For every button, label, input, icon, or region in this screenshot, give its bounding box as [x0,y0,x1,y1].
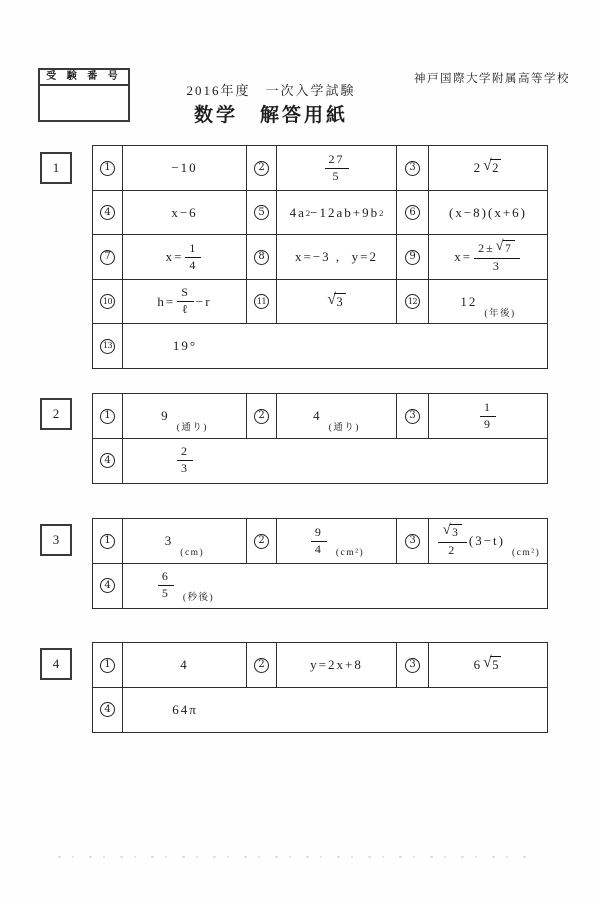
answer-cell [277,280,397,324]
math-text: h= [157,293,176,309]
math-text: ℓ [181,302,190,316]
radicand: 2 [490,159,501,176]
fraction-numerator [480,401,496,417]
math-text: 6 [473,657,483,672]
answer-row [92,687,548,733]
section-number: 1 [52,160,60,175]
circled-number-1: 1 [100,161,115,176]
math-text: −r [195,293,212,309]
fraction-denominator [181,461,189,476]
section-3-answer-table [92,518,548,609]
math-text: 19° [172,338,198,353]
answer-number-cell [93,564,123,608]
fraction-numerator [438,524,467,542]
fraction [474,240,520,273]
answer-number-cell [93,146,123,190]
math-text: x= [454,249,473,264]
answer-cell [277,643,397,687]
circled-number-8: 8 [254,250,269,265]
fraction-numerator [177,445,193,461]
examinee-number-blank-field [40,86,128,120]
math-text: 4a [289,204,306,220]
section-1-number-box [40,152,72,184]
math-text: 3 [181,461,189,475]
math-text: 2 [473,160,483,175]
answer-cell [429,235,547,279]
math-text: x−6 [171,204,198,220]
radicand: 7 [503,240,515,256]
math-text: 4 [313,408,322,423]
fraction [311,526,327,557]
answer-number-cell [93,688,123,732]
answer-number-cell [397,519,429,563]
answer-number-cell [93,324,123,368]
radical-sign: √ [327,290,336,308]
radical-sign: √ [442,522,452,539]
circled-number-13: 13 [100,339,115,354]
circled-number-3: 3 [405,534,420,549]
answer-cell [123,324,247,368]
math-text: −10 [171,160,198,175]
answer-cell [429,280,547,324]
school-name: 神戸国際大学附属高等学校 [414,73,570,85]
answer-cell [429,191,547,235]
answer-cell [123,280,247,324]
math-text: −12ab+9b [310,204,380,220]
fraction-denominator [333,169,341,184]
answer-cell [123,191,247,235]
answer-cell [429,643,547,687]
answer-cell [429,146,547,190]
circled-number-4: 4 [100,702,115,717]
math-text: 4 [314,541,323,556]
answer-cell [123,235,247,279]
unit-label: (cm²) [335,548,365,558]
circled-number-6: 6 [405,205,420,220]
answer-row [92,518,548,564]
answer-number-cell [397,191,429,235]
section-number: 4 [52,656,60,671]
answer-number-cell [247,394,277,438]
fraction-numerator [474,240,520,258]
math-text: 12 [460,293,478,309]
fraction-numerator [325,153,349,169]
math-text: 5 [332,168,341,183]
answer-number-cell [247,191,277,235]
answer-row [92,190,548,236]
radicand: 3 [450,524,462,540]
answer-number-cell [397,394,429,438]
circled-number-10: 10 [100,294,115,309]
sqrt-expression [483,656,501,673]
math-text: 3 [492,258,501,273]
math-text: 9 [484,416,492,431]
answer-cell [123,519,247,563]
answer-cell [123,394,247,438]
exam-title: 2016年度 一次入学試験 [186,83,356,98]
circled-number-2: 2 [254,534,269,549]
math-text: 27 [328,151,345,166]
math-text: 2 [448,542,457,557]
circled-number-9: 9 [405,250,420,265]
examinee-number-label: 受 験 番 号 [40,70,128,86]
fraction [480,401,496,432]
circled-number-4: 4 [100,205,115,220]
examinee-number-box [38,68,130,122]
answer-cell [429,519,547,563]
section-3-number-box [40,524,72,556]
math-text: y=2x+8 [310,657,363,672]
answer-cell [429,394,547,438]
circled-number-5: 5 [254,205,269,220]
circled-number-2: 2 [254,161,269,176]
answer-number-cell [93,280,123,324]
answer-cell [123,643,247,687]
section-2-answer-table [92,393,548,484]
fraction [325,153,349,184]
unit-label: (通り) [328,423,360,433]
circled-number-2: 2 [254,409,269,424]
fraction [177,286,194,317]
circled-number-3: 3 [405,409,420,424]
circled-number-1: 1 [100,534,115,549]
answer-cell [277,235,397,279]
math-text: S [181,285,190,300]
math-text: 9 [161,408,170,423]
answer-cell [277,146,397,190]
fraction-denominator [182,302,190,317]
section-number: 2 [52,406,60,421]
math-text: x= [165,249,184,264]
answer-number-cell [247,280,277,324]
unit-label: (通り) [176,423,208,433]
answer-number-cell [93,394,123,438]
answer-row [92,323,548,369]
math-text: 2 [181,444,189,459]
sheet-title: 数学 解答用紙 [193,105,348,126]
answer-number-cell [247,146,277,190]
math-text: 1 [189,240,198,255]
radical-sign: √ [483,157,492,175]
fraction-numerator [311,526,327,542]
answer-number-cell [397,280,429,324]
sqrt-expression [483,159,501,176]
math-text: 6 [161,569,170,584]
section-2-number-box [40,398,72,430]
section-1-answer-table [92,145,548,369]
circled-number-3: 3 [405,658,420,673]
circled-number-4: 4 [100,453,115,468]
math-text: 5 [161,586,170,600]
unit-label: (秒後) [182,592,215,603]
answer-number-cell [93,643,123,687]
math-text: (3−t) [468,533,505,548]
answer-cell [277,191,397,235]
answer-row [92,563,548,609]
answer-number-cell [397,235,429,279]
fraction-denominator [315,542,323,557]
radicand: 5 [490,656,501,673]
unit-label: (年後) [484,308,516,319]
circled-number-12: 12 [405,294,420,309]
answer-cell [123,688,247,732]
section-4-answer-table [92,642,548,733]
math-text: 4 [180,657,189,672]
circled-number-3: 3 [405,161,420,176]
radicand: 3 [334,293,345,310]
fraction [438,524,467,557]
fraction [185,242,201,273]
sqrt-expression [496,240,515,256]
answer-row [92,438,548,484]
answer-cell [123,439,247,483]
math-text: 3 [164,533,174,548]
answer-cell [277,519,397,563]
answer-number-cell [93,439,123,483]
answer-cell [123,564,247,608]
fraction-denominator [493,259,501,274]
answer-cell [277,394,397,438]
answer-row [92,145,548,191]
math-text: 64π [172,701,198,717]
unit-label: (cm²) [511,548,541,558]
fraction-denominator [448,543,456,558]
fraction-denominator [162,586,170,601]
answer-row [92,279,548,325]
superscript: 2 [305,207,311,218]
answer-row [92,642,548,688]
section-4-number-box [40,648,72,680]
title-block [121,80,421,127]
sqrt-expression [327,290,345,310]
answer-number-cell [247,519,277,563]
answer-number-cell [247,643,277,687]
math-text: 1 [484,399,492,414]
answer-row [92,234,548,280]
radical-sign: √ [483,654,492,672]
scan-noise-artifact [58,856,533,858]
answer-number-cell [93,235,123,279]
answer-row [92,393,548,439]
circled-number-4: 4 [100,578,115,593]
circled-number-2: 2 [254,658,269,673]
unit-label: (cm) [180,548,205,558]
fraction-numerator [177,286,194,302]
math-text: x=−3 , y=2 [295,249,378,264]
fraction [177,445,193,476]
fraction [158,570,174,601]
fraction-denominator [189,258,197,273]
math-text: (x−8)(x+6) [449,204,527,220]
sqrt-expression [443,524,462,540]
math-text: 9 [314,524,323,539]
fraction-numerator [185,242,201,258]
answer-number-cell [247,235,277,279]
math-text: 2± [478,240,495,255]
circled-number-1: 1 [100,658,115,673]
circled-number-7: 7 [100,250,115,265]
answer-number-cell [397,146,429,190]
section-number: 3 [52,532,60,547]
answer-number-cell [93,191,123,235]
answer-number-cell [93,519,123,563]
answer-cell [123,146,247,190]
fraction-denominator [484,417,492,432]
radical-sign: √ [495,238,505,255]
superscript: 2 [379,207,384,218]
circled-number-1: 1 [100,409,115,424]
answer-number-cell [397,643,429,687]
fraction-numerator [158,570,174,586]
math-text: 4 [189,257,198,272]
circled-number-11: 11 [254,294,269,309]
